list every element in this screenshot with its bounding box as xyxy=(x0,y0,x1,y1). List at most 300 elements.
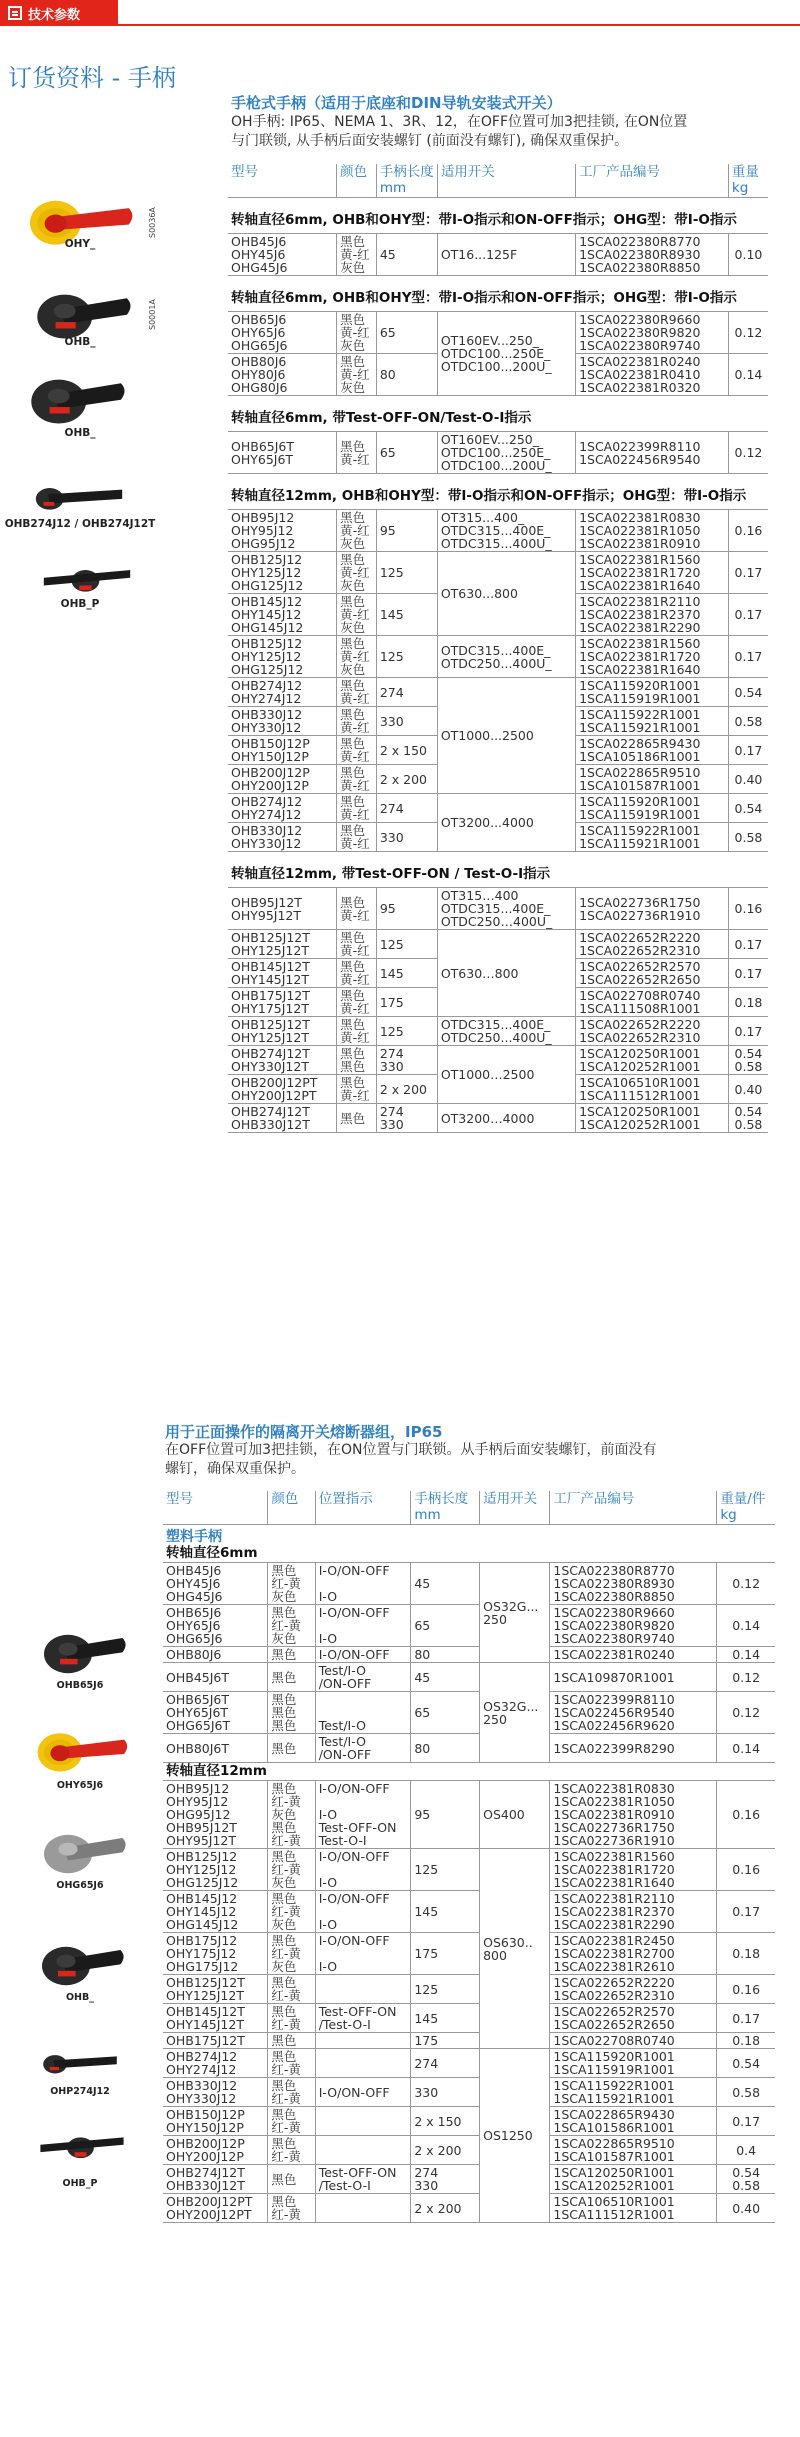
product-code-cell: 1SCA115920R1001 1SCA115919R1001 xyxy=(550,2049,717,2078)
color-cell: 黑色 黄-红 xyxy=(337,432,377,474)
switch-cell: OT1000…2500 xyxy=(437,1046,575,1104)
model-cell: OHB45J6T xyxy=(163,1663,268,1692)
section1-desc-line: 与门联锁, 从手柄后面安装螺钉 (前面没有螺钉), 确保双重保护。 xyxy=(231,133,629,149)
color-cell: 黑色 黄-红 xyxy=(337,1075,377,1104)
model-cell: OHB125J12 OHY125J12 OHG125J12 xyxy=(228,552,337,594)
length-cell: 2 x 200 xyxy=(376,1075,437,1104)
length-cell: 2 x 200 xyxy=(411,2136,480,2165)
handle-label: OHY_ xyxy=(64,238,96,250)
product-code-cell: 1SCA022380R8770 1SCA022380R8930 1SCA022380R8850 xyxy=(576,234,729,276)
length-cell: 145 xyxy=(376,959,437,988)
column-header: 重量/件 kg xyxy=(717,1491,775,1525)
handle-label: OHP274J12 xyxy=(50,2086,110,2097)
handle-image xyxy=(20,2038,140,2087)
table-row xyxy=(163,2107,775,2136)
column-header: 颜色 xyxy=(337,164,377,198)
table-row xyxy=(163,1891,775,1933)
product-code-cell: 1SCA022865R9510 1SCA101587R1001 xyxy=(550,2136,717,2165)
section2-desc xyxy=(165,1441,657,1479)
section2-title: 用于正面操作的隔离开关熔断器组，IP65 xyxy=(165,1423,443,1441)
switch-cell: OT315…400 OTDC315...400E_ OTDC250…400U_ xyxy=(437,888,575,930)
color-cell: 黑色 黄-红 灰色 xyxy=(337,594,377,636)
length-cell: 65 xyxy=(376,312,437,354)
group-title-row xyxy=(228,198,768,234)
model-cell: OHB150J12P OHY150J12P xyxy=(163,2107,268,2136)
table-row xyxy=(228,636,768,678)
top-divider xyxy=(118,24,800,26)
model-cell: OHB125J12T OHY125J12T xyxy=(228,1017,337,1046)
table-row xyxy=(163,2049,775,2078)
product-code-cell: 1SCA022381R2450 1SCA022381R2700 1SCA022381R2610 xyxy=(550,1933,717,1975)
table-row xyxy=(163,1734,775,1763)
color-cell: 黑色 黄-红 xyxy=(337,959,377,988)
weight-cell: 0.58 xyxy=(717,2078,775,2107)
weight-cell: 0.14 xyxy=(717,1734,775,1763)
product-code-cell: 1SCA022865R9430 1SCA101586R1001 xyxy=(550,2107,717,2136)
model-cell: OHB65J6 OHY65J6 OHG65J6 xyxy=(163,1605,268,1647)
table-row xyxy=(163,2194,775,2223)
position-indicator-cell: Test/I-O /ON-OFF xyxy=(315,1734,411,1763)
color-cell: 黑色 红-黄 xyxy=(268,2049,315,2078)
length-cell: 2 x 150 xyxy=(411,2107,480,2136)
switch-cell: OS400 xyxy=(480,1781,550,1849)
table-row xyxy=(163,1663,775,1692)
color-cell: 黑色 红-黄 xyxy=(268,2194,315,2223)
length-cell: 65 xyxy=(376,432,437,474)
weight-cell: 0.14 xyxy=(717,1647,775,1663)
color-cell: 黑色 红-黄 灰色 黑色 红-黄 xyxy=(268,1781,315,1849)
color-cell: 黑色 黄-红 xyxy=(337,678,377,707)
color-cell: 黑色 红-黄 灰色 xyxy=(268,1605,315,1647)
product-code-cell: 1SCA022381R0830 1SCA022381R1050 1SCA022381R0910 xyxy=(576,510,729,552)
weight-cell: 0.54 xyxy=(728,794,768,823)
column-header: 位置指示 xyxy=(315,1491,411,1525)
handle-image xyxy=(22,365,132,432)
length-cell: 274 xyxy=(376,794,437,823)
table-row xyxy=(163,1781,775,1849)
product-code-cell: 1SCA022865R9430 1SCA105186R1001 xyxy=(576,736,729,765)
model-cell: OHB95J12 OHY95J12 OHG95J12 xyxy=(228,510,337,552)
switch-cell: OT315...400_ OTDC315...400E_ OTDC315...400U_ xyxy=(437,510,575,552)
product-code-cell: 1SCA022652R2570 1SCA022652R2650 xyxy=(550,2004,717,2033)
category-title: 塑料手柄 xyxy=(166,1529,222,1545)
table-row xyxy=(163,1849,775,1891)
length-cell: 145 xyxy=(411,1891,480,1933)
group-title-row xyxy=(228,276,768,312)
position-indicator-cell: I-O/ON-OFF I-O xyxy=(315,1849,411,1891)
weight-cell: 0.14 xyxy=(728,354,768,396)
weight-cell: 0.54 xyxy=(728,678,768,707)
length-cell: 2 x 200 xyxy=(376,765,437,794)
model-cell: OHB125J12 OHY125J12 OHG125J12 xyxy=(228,636,337,678)
product-code-cell: 1SCA022399R8290 xyxy=(550,1734,717,1763)
product-code-cell: 1SCA022865R9510 1SCA101587R1001 xyxy=(576,765,729,794)
length-cell: 65 xyxy=(411,1692,480,1734)
switch-cell: OTDC315...400E_ OTDC250...400U_ xyxy=(437,1017,575,1046)
weight-cell: 0.14 xyxy=(717,1605,775,1647)
product-code-cell: 1SCA022652R2570 1SCA022652R2650 xyxy=(576,959,729,988)
image-code: S0001A xyxy=(148,299,157,330)
model-cell: OHB65J6 OHY65J6 OHG65J6 xyxy=(228,312,337,354)
category-row xyxy=(163,1525,775,1546)
table-row xyxy=(228,888,768,930)
switch-cell: OT1000...2500 xyxy=(437,678,575,794)
group-title: 转轴直径6mm, 带Test-OFF-ON/Test-O-I指示 xyxy=(228,396,768,432)
model-cell: OHB175J12T xyxy=(163,2033,268,2049)
length-cell: 330 xyxy=(376,823,437,852)
weight-cell: 0.12 xyxy=(728,312,768,354)
length-cell: 125 xyxy=(411,1975,480,2004)
position-indicator-cell: I-O/ON-OFF I-O xyxy=(315,1891,411,1933)
column-header: 适用开关 xyxy=(480,1491,550,1525)
handle-image xyxy=(14,2118,150,2173)
weight-cell: 0.17 xyxy=(717,2004,775,2033)
length-cell: 330 xyxy=(376,707,437,736)
color-cell: 黑色 xyxy=(337,1104,377,1133)
switch-cell: OT3200...4000 xyxy=(437,794,575,852)
model-cell: OHB145J12T OHY145J12T xyxy=(163,2004,268,2033)
weight-cell: 0.17 xyxy=(717,1891,775,1933)
table-row xyxy=(228,1046,768,1075)
position-indicator-cell: I-O/ON-OFF I-O xyxy=(315,1563,411,1605)
table-row xyxy=(228,678,768,707)
position-indicator-cell: I-O/ON-OFF xyxy=(315,2078,411,2107)
table-header xyxy=(228,164,768,198)
product-code-cell: 1SCA022736R1750 1SCA022736R1910 xyxy=(576,888,729,930)
product-code-cell: 1SCA022708R0740 xyxy=(550,2033,717,2049)
switch-cell: OS32G... 250 xyxy=(480,1563,550,1663)
column-header: 重量 kg xyxy=(728,164,768,198)
length-cell: 125 xyxy=(411,1849,480,1891)
weight-cell: 0.18 xyxy=(728,988,768,1017)
group-title-row xyxy=(228,396,768,432)
group-title: 转轴直径6mm xyxy=(163,1545,775,1563)
length-cell: 2 x 200 xyxy=(411,2194,480,2223)
length-cell: 95 xyxy=(376,888,437,930)
model-cell: OHB200J12P OHY200J12P xyxy=(163,2136,268,2165)
switch-cell: OTDC315...400E_ OTDC250...400U_ xyxy=(437,636,575,678)
handle-image xyxy=(36,1622,132,1681)
weight-cell: 0.16 xyxy=(728,510,768,552)
switch-cell: OS1250 xyxy=(480,2049,550,2223)
color-cell: 黑色 黄-红 xyxy=(337,988,377,1017)
length-cell: 274 330 xyxy=(376,1046,437,1075)
weight-cell: 0.12 xyxy=(717,1563,775,1605)
table-row xyxy=(228,1104,768,1133)
section1-desc xyxy=(231,113,687,151)
color-cell: 黑色 黄-红 xyxy=(337,888,377,930)
product-code-cell: 1SCA022381R1560 1SCA022381R1720 1SCA022381R1640 xyxy=(550,1849,717,1891)
switch-cell: OS630.. 800 xyxy=(480,1849,550,2049)
model-cell: OHB65J6T OHY65J6T xyxy=(228,432,337,474)
group-title: 转轴直径12mm, 带Test-OFF-ON / Test-O-I指示 xyxy=(228,852,768,888)
table-row xyxy=(228,432,768,474)
group-title-row xyxy=(163,1545,775,1563)
length-cell: 145 xyxy=(411,2004,480,2033)
table-row xyxy=(163,2033,775,2049)
table-row xyxy=(228,510,768,552)
position-indicator-cell xyxy=(315,1975,411,2004)
length-cell: 175 xyxy=(411,2033,480,2049)
weight-cell: 0.12 xyxy=(717,1692,775,1734)
table-row xyxy=(163,1563,775,1605)
position-indicator-cell: Test/I-O xyxy=(315,1692,411,1734)
product-code-cell: 1SCA022652R2220 1SCA022652R2310 xyxy=(576,1017,729,1046)
product-code-cell: 1SCA022399R8110 1SCA022456R9540 xyxy=(576,432,729,474)
length-cell: 274 xyxy=(411,2049,480,2078)
length-cell: 175 xyxy=(376,988,437,1017)
product-code-cell: 1SCA115922R1001 1SCA115921R1001 xyxy=(576,823,729,852)
length-cell: 274 330 xyxy=(411,2165,480,2194)
weight-cell: 0.16 xyxy=(728,888,768,930)
weight-cell: 0.12 xyxy=(728,432,768,474)
table-row xyxy=(163,2165,775,2194)
color-cell: 黑色 黄-红 xyxy=(337,794,377,823)
column-header: 手柄长度 mm xyxy=(411,1491,480,1525)
model-cell: OHB330J12 OHY330J12 xyxy=(228,707,337,736)
color-cell: 黑色 黄-红 灰色 xyxy=(337,636,377,678)
handle-table-1 xyxy=(228,164,768,1133)
length-cell: 145 xyxy=(376,594,437,636)
position-indicator-cell xyxy=(315,2136,411,2165)
table-row xyxy=(228,930,768,959)
product-code-cell: 1SCA115922R1001 1SCA115921R1001 xyxy=(576,707,729,736)
color-cell: 黑色 黄-红 灰色 xyxy=(337,312,377,354)
product-code-cell: 1SCA022708R0740 1SCA111508R1001 xyxy=(576,988,729,1017)
column-header: 型号 xyxy=(228,164,337,198)
length-cell: 95 xyxy=(376,510,437,552)
color-cell: 黑色 红-黄 灰色 xyxy=(268,1891,315,1933)
handle-label: OHB_ xyxy=(64,427,96,439)
table-row xyxy=(163,2078,775,2107)
section-tab[interactable] xyxy=(0,0,118,26)
color-cell: 黑色 黑色 黑色 xyxy=(268,1692,315,1734)
handle-label: OHB_P xyxy=(60,598,100,610)
table-row xyxy=(228,234,768,276)
model-cell: OHB274J12T OHB330J12T xyxy=(228,1104,337,1133)
weight-cell: 0.16 xyxy=(717,1781,775,1849)
table-row xyxy=(228,552,768,594)
color-cell: 黑色 xyxy=(268,1734,315,1763)
length-cell: 175 xyxy=(411,1933,480,1975)
color-cell: 黑色 黄-红 xyxy=(337,736,377,765)
position-indicator-cell: I-O/ON-OFF I-O Test-OFF-ON Test-O-I xyxy=(315,1781,411,1849)
length-cell: 95 xyxy=(411,1781,480,1849)
weight-cell: 0.18 xyxy=(717,2033,775,2049)
column-header: 工厂产品编号 xyxy=(550,1491,717,1525)
weight-cell: 0.16 xyxy=(717,1849,775,1891)
model-cell: OHB274J12T OHY330J12T xyxy=(228,1046,337,1075)
product-code-cell: 1SCA022652R2220 1SCA022652R2310 xyxy=(576,930,729,959)
product-code-cell: 1SCA106510R1001 1SCA111512R1001 xyxy=(550,2194,717,2223)
length-cell: 274 xyxy=(376,678,437,707)
product-code-cell: 1SCA120250R1001 1SCA120252R1001 xyxy=(550,2165,717,2194)
switch-cell: OT630...800 xyxy=(437,552,575,636)
switch-cell: OT160EV...250_ OTDC100...250E_ OTDC100...200U_ xyxy=(437,432,575,474)
document-icon xyxy=(8,6,22,20)
product-code-cell: 1SCA022380R9660 1SCA022380R9820 1SCA022380R9740 xyxy=(550,1605,717,1647)
model-cell: OHB125J12 OHY125J12 OHG125J12 xyxy=(163,1849,268,1891)
weight-cell: 0.54 0.58 xyxy=(717,2165,775,2194)
table-row xyxy=(163,1975,775,2004)
color-cell: 黑色 红-黄 xyxy=(268,2136,315,2165)
handle-image xyxy=(14,468,144,525)
handle-label: OHB_ xyxy=(64,336,96,348)
length-cell: 125 xyxy=(376,552,437,594)
length-cell: 45 xyxy=(411,1663,480,1692)
model-cell: OHB145J12 OHY145J12 OHG145J12 xyxy=(228,594,337,636)
column-header: 适用开关 xyxy=(437,164,575,198)
product-code-cell: 1SCA022381R2110 1SCA022381R2370 1SCA022381R2290 xyxy=(576,594,729,636)
product-code-cell: 1SCA022652R2220 1SCA022652R2310 xyxy=(550,1975,717,2004)
length-cell: 330 xyxy=(411,2078,480,2107)
model-cell: OHB145J12T OHY145J12T xyxy=(228,959,337,988)
model-cell: OHB200J12PT OHY200J12PT xyxy=(163,2194,268,2223)
section1-title: 手枪式手柄（适用于底座和DIN导轨安装式开关） xyxy=(231,94,562,112)
group-title-row xyxy=(163,1763,775,1781)
switch-cell: OT160EV...250_ OTDC100...250E_ OTDC100...200U_ xyxy=(437,312,575,396)
length-cell: 45 xyxy=(376,234,437,276)
model-cell: OHB150J12P OHY150J12P xyxy=(228,736,337,765)
color-cell: 黑色 黑色 xyxy=(337,1046,377,1075)
model-cell: OHB80J6 xyxy=(163,1647,268,1663)
section-tab-label: 技术参数 xyxy=(28,7,81,23)
group-title-row xyxy=(228,852,768,888)
model-cell: OHB200J12PT OHY200J12PT xyxy=(228,1075,337,1104)
model-cell: OHB125J12T OHY125J12T xyxy=(163,1975,268,2004)
model-cell: OHB175J12T OHY175J12T xyxy=(228,988,337,1017)
model-cell: OHB125J12T OHY125J12T xyxy=(228,930,337,959)
model-cell: OHB200J12P OHY200J12P xyxy=(228,765,337,794)
switch-cell: OT630…800 xyxy=(437,930,575,1017)
color-cell: 黑色 黄-红 灰色 xyxy=(337,234,377,276)
product-code-cell: 1SCA109870R1001 xyxy=(550,1663,717,1692)
handle-table-2 xyxy=(163,1491,775,2223)
color-cell: 黑色 红-黄 灰色 xyxy=(268,1933,315,1975)
table-row xyxy=(163,1605,775,1647)
model-cell: OHB274J12 OHY274J12 xyxy=(228,794,337,823)
color-cell: 黑色 xyxy=(268,1647,315,1663)
switch-cell: OS32G... 250 xyxy=(480,1663,550,1763)
length-cell: 45 xyxy=(411,1563,480,1605)
product-code-cell: 1SCA022380R8770 1SCA022380R8930 1SCA022380R8850 xyxy=(550,1563,717,1605)
product-code-cell: 1SCA022380R9660 1SCA022380R9820 1SCA022380R9740 xyxy=(576,312,729,354)
color-cell: 黑色 黄-红 xyxy=(337,1017,377,1046)
position-indicator-cell: I-O/ON-OFF xyxy=(315,1647,411,1663)
length-cell: 80 xyxy=(411,1647,480,1663)
weight-cell: 0.17 xyxy=(728,594,768,636)
color-cell: 黑色 红-黄 xyxy=(268,2004,315,2033)
table-header xyxy=(163,1491,775,1525)
column-header: 工厂产品编号 xyxy=(576,164,729,198)
weight-cell: 0.17 xyxy=(728,736,768,765)
model-cell: OHB95J12T OHY95J12T xyxy=(228,888,337,930)
color-cell: 黑色 黄-红 灰色 xyxy=(337,510,377,552)
section2-desc-line: 螺钉，确保双重保护。 xyxy=(165,1461,305,1477)
weight-cell: 0.17 xyxy=(728,636,768,678)
color-cell: 黑色 红-黄 灰色 xyxy=(268,1563,315,1605)
group-title: 转轴直径12mm xyxy=(163,1763,775,1781)
weight-cell: 0.17 xyxy=(717,2107,775,2136)
group-title: 转轴直径6mm, OHB和OHY型：带I-O指示和ON-OFF指示；OHG型：带I-O指示 xyxy=(228,198,768,234)
color-cell: 黑色 黄-红 xyxy=(337,823,377,852)
table-row xyxy=(163,1933,775,1975)
table-row xyxy=(163,1647,775,1663)
position-indicator-cell xyxy=(315,2194,411,2223)
switch-cell: OT16...125F xyxy=(437,234,575,276)
weight-cell: 0.54 xyxy=(717,2049,775,2078)
product-code-cell: 1SCA120250R1001 1SCA120252R1001 xyxy=(576,1104,729,1133)
position-indicator-cell: I-O/ON-OFF I-O xyxy=(315,1605,411,1647)
model-cell: OHB274J12 OHY274J12 xyxy=(228,678,337,707)
product-code-cell: 1SCA115920R1001 1SCA115919R1001 xyxy=(576,678,729,707)
section2-desc-line: 在OFF位置可加3把挂锁，在ON位置与门联锁。从手柄后面安装螺钉，前面没有 xyxy=(165,1442,657,1458)
color-cell: 黑色 黄-红 xyxy=(337,765,377,794)
page-title: 订货资料 - 手柄 xyxy=(8,64,176,92)
length-cell: 80 xyxy=(411,1734,480,1763)
table-row xyxy=(228,1017,768,1046)
position-indicator-cell xyxy=(315,2033,411,2049)
position-indicator-cell xyxy=(315,2049,411,2078)
color-cell: 黑色 红-黄 灰色 xyxy=(268,1849,315,1891)
table-row xyxy=(163,2004,775,2033)
table-row xyxy=(228,312,768,354)
group-title-row xyxy=(228,474,768,510)
color-cell: 黑色 红-黄 xyxy=(268,2078,315,2107)
handle-label: OHY65J6 xyxy=(56,1780,104,1791)
column-header: 型号 xyxy=(163,1491,268,1525)
weight-cell: 0.18 xyxy=(717,1933,775,1975)
weight-cell: 0.40 xyxy=(728,765,768,794)
image-code: S0036A xyxy=(148,207,157,238)
color-cell: 黑色 黄-红 灰色 xyxy=(337,354,377,396)
group-title: 转轴直径6mm, OHB和OHY型：带I-O指示和ON-OFF指示；OHG型：带I-O指示 xyxy=(228,276,768,312)
handle-label: OHB_P xyxy=(62,2178,98,2189)
position-indicator-cell: Test/I-O /ON-OFF xyxy=(315,1663,411,1692)
product-code-cell: 1SCA115920R1001 1SCA115919R1001 xyxy=(576,794,729,823)
weight-cell: 0.10 xyxy=(728,234,768,276)
length-cell: 274 330 xyxy=(376,1104,437,1133)
product-code-cell: 1SCA022381R2110 1SCA022381R2370 1SCA022381R2290 xyxy=(550,1891,717,1933)
section1-desc-line: OH手柄: IP65、NEMA 1、3R、12，在OFF位置可加3把挂锁, 在ON位置 xyxy=(231,114,688,130)
model-cell: OHB45J6 OHY45J6 OHG45J6 xyxy=(228,234,337,276)
position-indicator-cell: I-O/ON-OFF I-O xyxy=(315,1933,411,1975)
product-code-cell: 1SCA022381R0830 1SCA022381R1050 1SCA022381R0910 1SCA022736R1750 1SCA022736R1910 xyxy=(550,1781,717,1849)
color-cell: 黑色 红-黄 xyxy=(268,1975,315,2004)
length-cell: 125 xyxy=(376,1017,437,1046)
table-row xyxy=(163,2136,775,2165)
handle-label: OHG65J6 xyxy=(56,1880,104,1891)
product-code-cell: 1SCA022381R0240 xyxy=(550,1647,717,1663)
color-cell: 黑色 xyxy=(268,2165,315,2194)
handle-image xyxy=(36,1822,132,1881)
handle-label: OHB_ xyxy=(65,1992,95,2003)
model-cell: OHB80J6T xyxy=(163,1734,268,1763)
weight-cell: 0.40 xyxy=(728,1075,768,1104)
product-code-cell: 1SCA022399R8110 1SCA022456R9540 1SCA022456R9620 xyxy=(550,1692,717,1734)
column-header: 颜色 xyxy=(268,1491,315,1525)
color-cell: 黑色 xyxy=(268,1663,315,1692)
model-cell: OHB65J6T OHY65J6T OHG65J6T xyxy=(163,1692,268,1734)
model-cell: OHB274J12T OHB330J12T xyxy=(163,2165,268,2194)
switch-cell: OT3200…4000 xyxy=(437,1104,575,1133)
position-indicator-cell: Test-OFF-ON /Test-O-I xyxy=(315,2004,411,2033)
length-cell: 125 xyxy=(376,930,437,959)
product-code-cell: 1SCA022381R0240 1SCA022381R0410 1SCA022381R0320 xyxy=(576,354,729,396)
product-code-cell: 1SCA115922R1001 1SCA115921R1001 xyxy=(550,2078,717,2107)
color-cell: 黑色 黄-红 xyxy=(337,930,377,959)
weight-cell: 0.58 xyxy=(728,823,768,852)
